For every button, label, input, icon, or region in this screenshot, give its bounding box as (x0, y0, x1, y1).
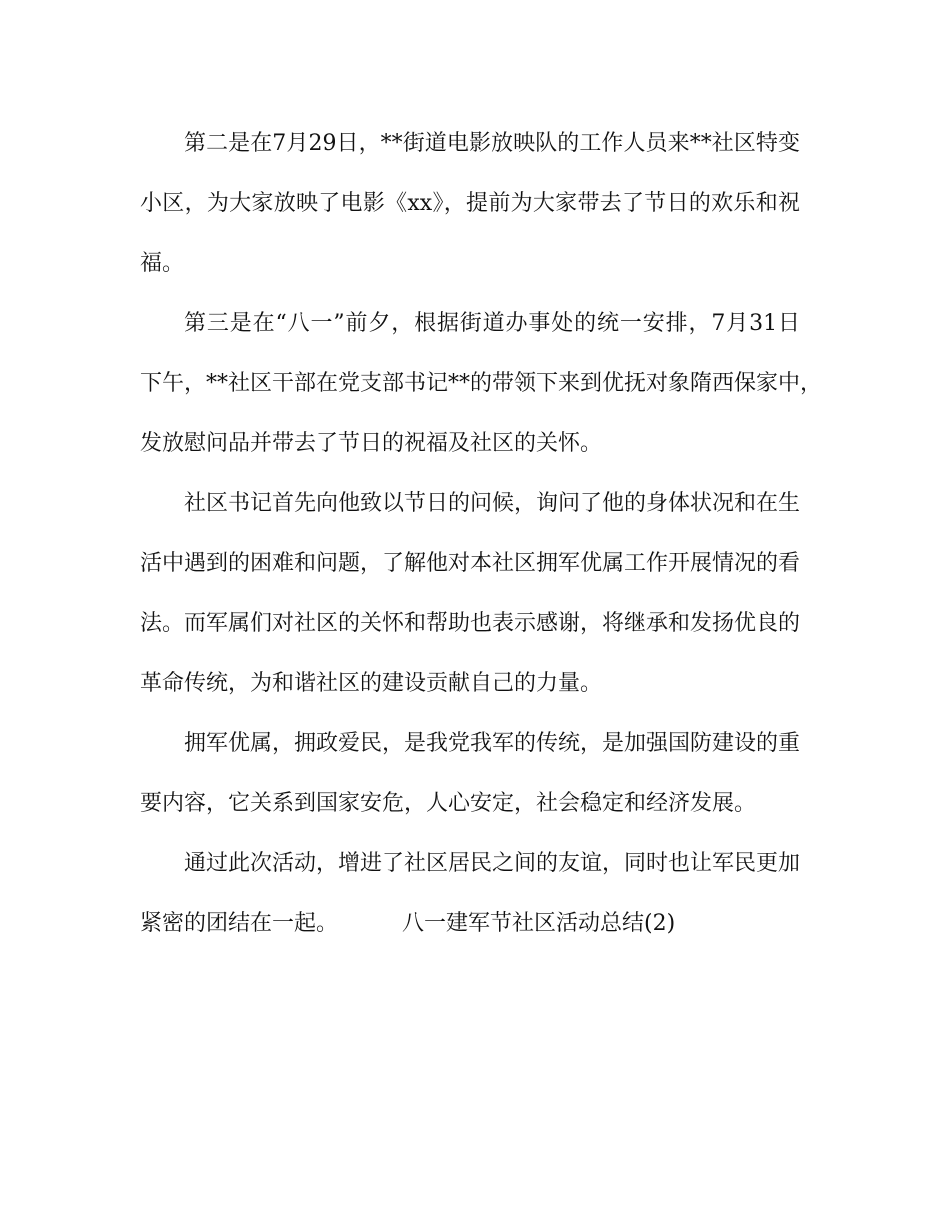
text-line: 要内容，它关系到国家安危，人心安定，社会稳定和经济发展。 (140, 791, 757, 816)
text-line: 发放慰问品并带去了节日的祝福及社区的关怀。 (140, 431, 603, 456)
text-line: 革命传统，为和谐社区的建设贡献自己的力量。 (140, 671, 603, 696)
text-line: 下午，**社区干部在党支部书记**的带领下来到优抚对象隋西保家中， (140, 371, 823, 396)
text-line: 第三是在“八一”前夕，根据街道办事处的统一安排，7月31日 (184, 311, 800, 336)
text-line: 法。而军属们对社区的关怀和帮助也表示感谢，将继承和发扬优良的 (140, 611, 801, 636)
text-line: 福。 (140, 251, 185, 276)
text-line: 小区，为大家放映了电影《xx》，提前为大家带去了节日的欢乐和祝 (140, 191, 800, 216)
last-text-line (140, 902, 800, 962)
text-line: 第二是在7月29日，**街道电影放映队的工作人员来**社区特变 (184, 131, 800, 156)
text-line: 拥军优属，拥政爱民，是我党我军的传统，是加强国防建设的重 (184, 731, 801, 756)
text-line: 通过此次活动，增进了社区居民之间的友谊，同时也让军民更加 (184, 851, 801, 876)
document-body (140, 122, 823, 962)
section-heading: 八一建军节社区活动总结(2) (402, 911, 676, 936)
text-line: 社区书记首先向他致以节日的问候，询问了他的身体状况和在生 (184, 491, 801, 516)
closing-sentence: 紧密的团结在一起。 (140, 911, 339, 936)
text-line: 活中遇到的困难和问题，了解他对本社区拥军优属工作开展情况的看 (140, 551, 801, 576)
